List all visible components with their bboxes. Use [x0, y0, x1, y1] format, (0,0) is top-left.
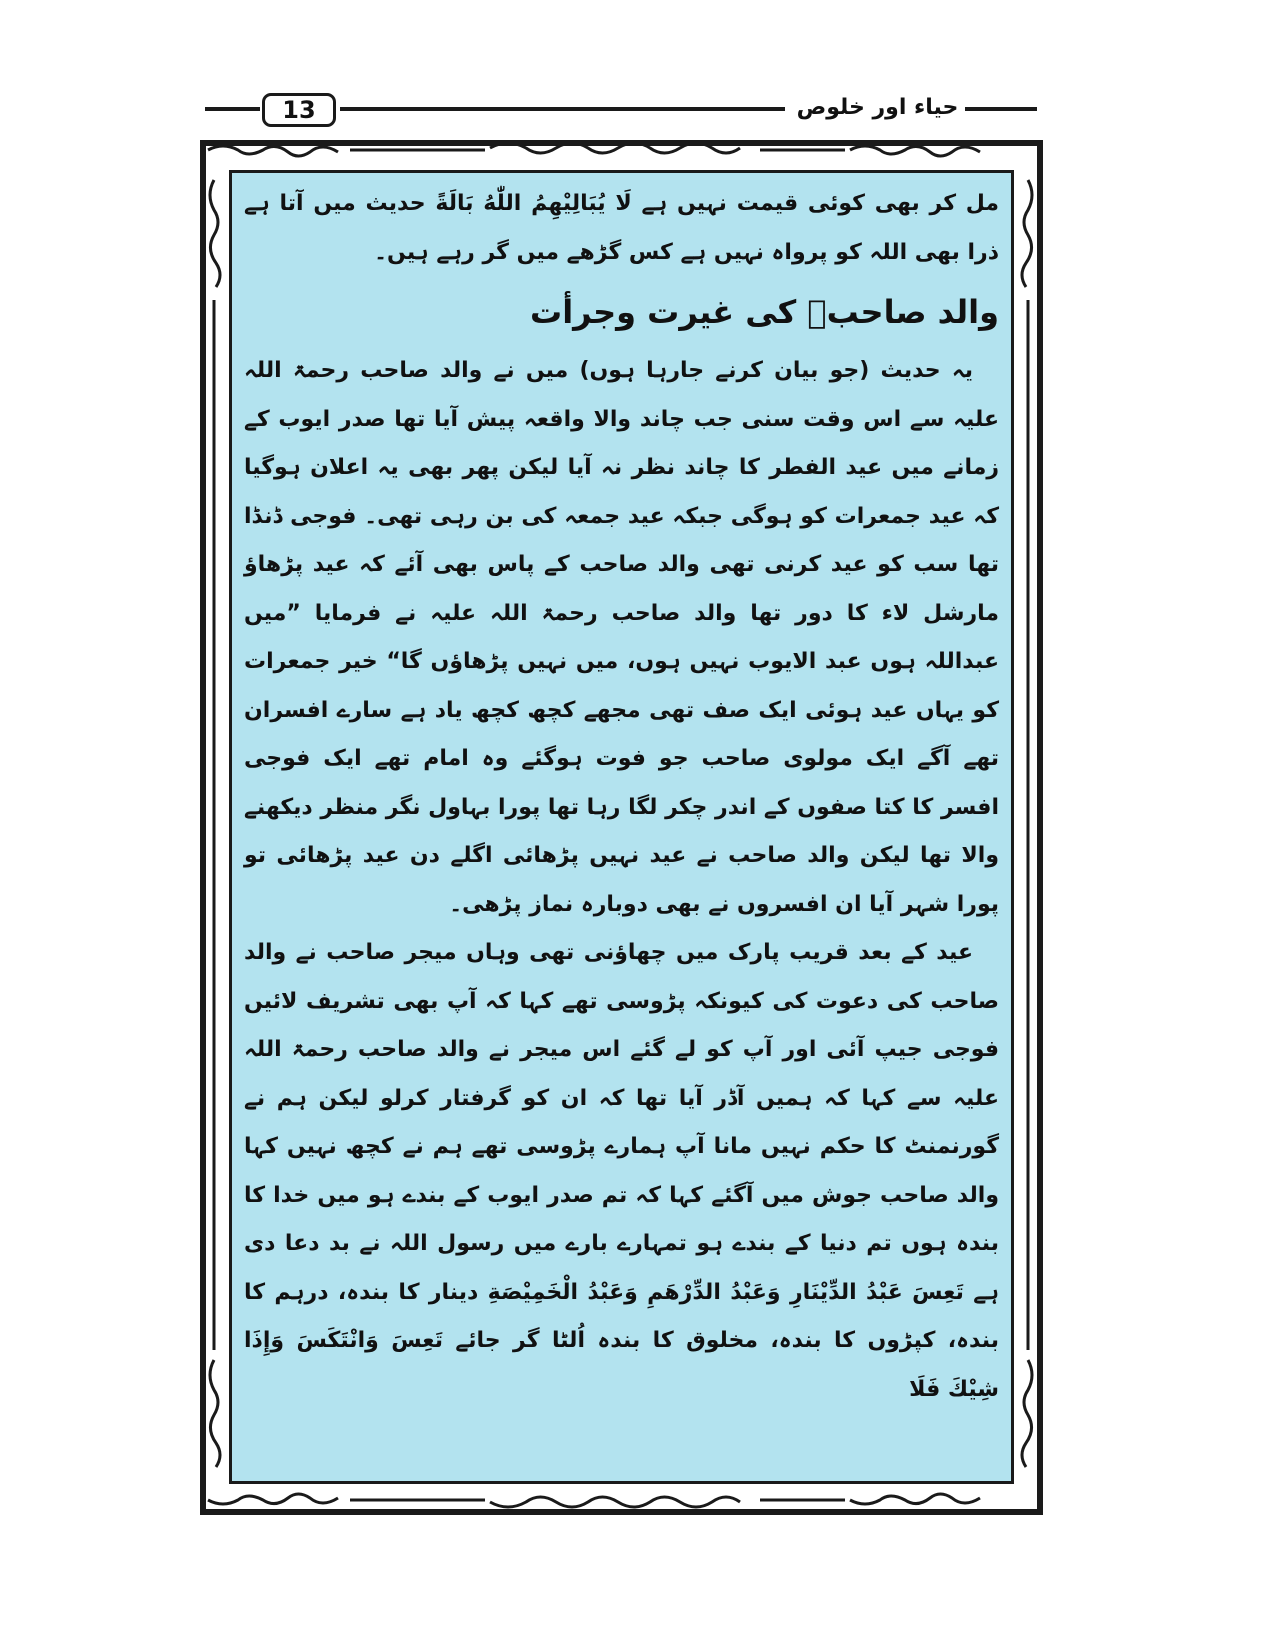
- book-title: حیاء اور خلوص: [796, 95, 959, 120]
- section-heading: والد صاحبؒ کی غیرت وجرأت: [530, 293, 999, 331]
- header-rule-left: [205, 107, 260, 111]
- header-rule-middle: [340, 107, 785, 111]
- page-number: 13: [262, 93, 336, 127]
- paragraph-hadith-story: یہ حدیث (جو بیان کرنے جارہا ہوں) میں نے والد صاحب رحمۃ اللہ علیہ سے اس وقت سنی جب چاند والا واقعہ پیش آیا تھا صدر ایوب کے زمانے میں عید الفطر کا چاند نظر نہ آیا لیکن پھر بھی یہ اعلان ہوگیا کہ عید جمعرات کو ہوگی جبکہ عید جمعہ کی بن رہی تھی۔ فوجی ڈنڈا تھا سب کو عید کرنی تھی والد صاحب کے پاس بھی آئے کہ عید پڑھاؤ مارشل لاء کا دور تھا والد صاحب رحمۃ اللہ علیہ نے فرمایا ”میں عبداللہ ہوں عبد الایوب نہیں ہوں، میں نہیں پڑھاؤں گا“ خیر جمعرات کو یہاں عید ہوئی ایک صف تھی مجھے کچھ کچھ یاد ہے سارے افسران تھے آگے ایک مولوی صاحب جو فوت ہوگئے وہ امام تھے ایک فوجی افسر کا کتا صفوں کے اندر چکر لگا رہا تھا پورا بہاول نگر منظر دیکھنے والا تھا لیکن والد صاحب نے عید نہیں پڑھائی اگلے دن عید پڑھائی تو پورا شہر آیا ان افسروں نے بھی دوبارہ نماز پڑھی۔: [243, 358, 999, 917]
- page-body: [244, 180, 999, 1470]
- paragraph-continuation: مل کر بھی کوئی قیمت نہیں ہے لَا یُبَالِیْهِمُ اللّٰهُ بَالَةً حدیث میں آتا ہے ذرا بھی اللہ کو پرواہ نہیں ہے کس گڑھے میں گر رہے ہیں۔: [244, 191, 999, 265]
- header-rule-right: [965, 107, 1037, 111]
- paragraph-major-invitation: عید کے بعد قریب پارک میں چھاؤنی تھی وہاں میجر صاحب نے والد صاحب کی دعوت کی کیونکہ پڑوسی تھے کہا کہ آپ بھی تشریف لائیں فوجی جیپ آئی اور آپ کو لے گئے اس میجر نے والد صاحب رحمۃ اللہ علیہ سے کہا کہ ہمیں آڈر آیا تھا کہ ان کو گرفتار کرلو لیکن ہم نے گورنمنٹ کا حکم نہیں مانا آپ ہمارے پڑوسی تھے ہم نے کچھ نہیں کہا والد صاحب جوش میں آگئے کہا کہ تم صدر ایوب کے بندے ہو میں خدا کا بندہ ہوں تم دنیا کے بندے ہو تمہارے بارے میں رسول اللہ نے بد دعا دی ہے تَعِسَ عَبْدُ الدِّيْنَارِ وَعَبْدُ الدِّرْهَمِ وَعَبْدُ الْخَمِيْصَةِ دینار کا بندہ، درہم کا بندہ، کپڑوں کا بندہ، مخلوق کا بندہ اُلٹا گر جائے تَعِسَ وَانْتَكَسَ وَإِذَا شِيْكَ فَلَا: [244, 940, 999, 1402]
